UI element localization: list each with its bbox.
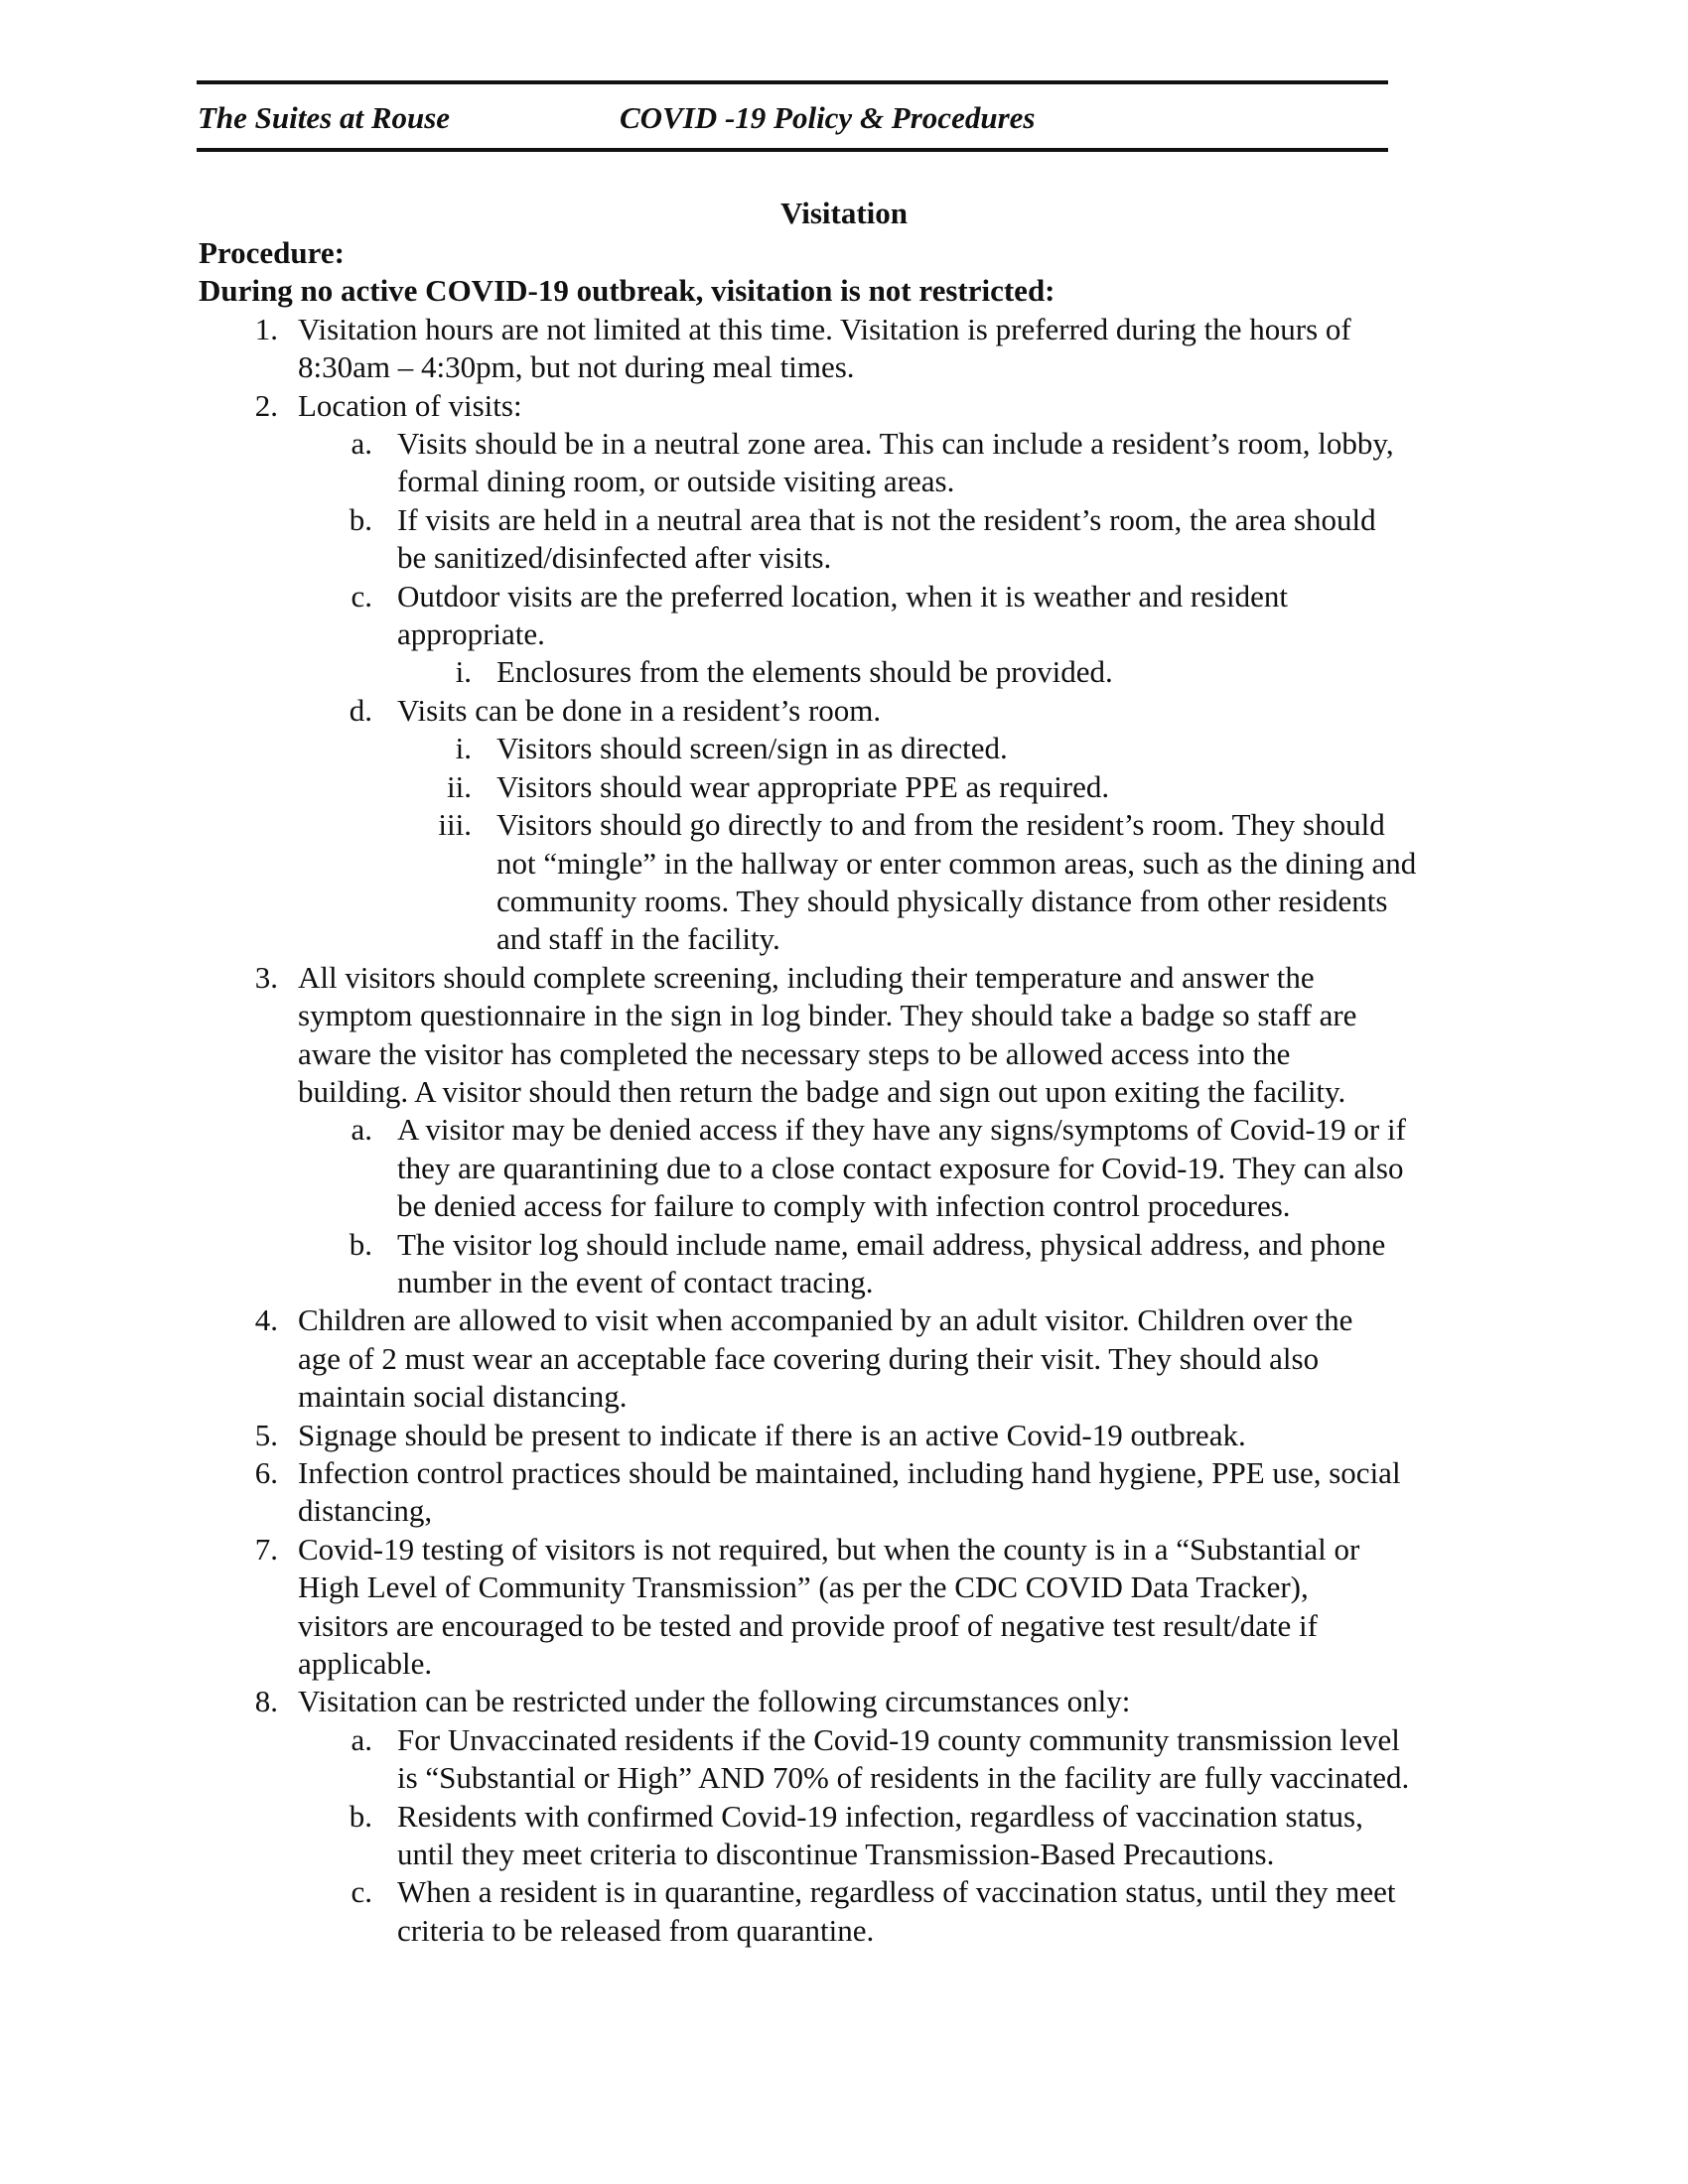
item-marker: 5. xyxy=(254,1417,278,1452)
list-item-2b xyxy=(199,501,1489,578)
list-item-3b xyxy=(199,1226,1489,1302)
item-line: The visitor log should include name, email address, physical address, and phone xyxy=(397,1226,1386,1262)
item-line: until they meet criteria to discontinue Transmission-Based Precautions. xyxy=(397,1837,1275,1872)
item-line: If visits are held in a neutral area that is not the resident’s room, the area should xyxy=(397,501,1376,537)
item-line: When a resident is in quarantine, regardless of vaccination status, until they meet xyxy=(397,1874,1396,1910)
item-marker: b. xyxy=(349,1798,372,1834)
list-item-2d-iii xyxy=(199,806,1489,959)
item-marker: c. xyxy=(351,578,372,614)
item-line: maintain social distancing. xyxy=(298,1379,628,1415)
procedure-label: Procedure: xyxy=(199,235,345,270)
item-marker: iii. xyxy=(438,807,472,843)
item-line: Visits should be in a neutral zone area. This can include a resident’s room, lobby, xyxy=(397,426,1394,462)
item-marker: 7. xyxy=(254,1531,278,1567)
condition-heading: During no active COVID-19 outbreak, visitation is not restricted: xyxy=(199,273,1055,309)
item-marker: 3. xyxy=(254,959,278,995)
list-item-8c xyxy=(199,1873,1489,1950)
item-line: For Unvaccinated residents if the Covid-19 county community transmission level xyxy=(397,1721,1400,1757)
section-title: Visitation xyxy=(779,196,909,230)
item-line: not “mingle” in the hallway or enter common areas, such as the dining and xyxy=(496,845,1417,881)
list-item-2d-ii xyxy=(199,768,1489,806)
item-line: appropriate. xyxy=(397,616,545,652)
list-item-2c xyxy=(199,578,1489,654)
item-line: Visitors should wear appropriate PPE as required. xyxy=(496,768,1110,804)
item-line: Children are allowed to visit when accompanied by an adult visitor. Children over the xyxy=(298,1302,1353,1338)
item-marker: b. xyxy=(349,501,372,537)
item-line: 8:30am – 4:30pm, but not during meal times. xyxy=(298,349,855,385)
header-facility-name: The Suites at Rouse xyxy=(198,100,451,135)
item-line: Visitors should go directly to and from the resident’s room. They should xyxy=(496,807,1385,843)
item-line: symptom questionnaire in the sign in log binder. They should take a badge so staff are xyxy=(298,998,1357,1033)
item-line: Visitation can be restricted under the following circumstances only: xyxy=(298,1684,1131,1719)
item-line: they are quarantining due to a close contact exposure for Covid-19. They can also xyxy=(397,1150,1404,1185)
item-line: Location of visits: xyxy=(298,387,522,423)
item-line: Visitors should screen/sign in as directed. xyxy=(496,731,1008,766)
list-item-2 xyxy=(199,387,1489,425)
item-line: is “Substantial or High” AND 70% of residents in the facility are fully vaccinated. xyxy=(397,1760,1410,1796)
item-line: A visitor may be denied access if they have any signs/symptoms of Covid-19 or if xyxy=(397,1112,1406,1148)
item-line: All visitors should complete screening, including their temperature and answer the xyxy=(298,959,1315,995)
item-line: Visitation hours are not limited at this time. Visitation is preferred during the hours of xyxy=(298,311,1351,346)
item-line: Outdoor visits are the preferred location, when it is weather and resident xyxy=(397,578,1288,614)
list-item-7 xyxy=(199,1531,1489,1684)
list-item-5 xyxy=(199,1417,1489,1454)
item-marker: a. xyxy=(351,1721,372,1757)
item-line: distancing, xyxy=(298,1493,433,1529)
item-line: be denied access for failure to comply with infection control procedures. xyxy=(397,1188,1291,1224)
header-policy-title: COVID -19 Policy & Procedures xyxy=(620,100,1036,135)
item-line: Infection control practices should be maintained, including hand hygiene, PPE use, social xyxy=(298,1455,1401,1490)
item-marker: d. xyxy=(349,692,372,728)
header-top-rule xyxy=(197,80,1388,84)
item-marker: a. xyxy=(351,1112,372,1148)
item-line: building. A visitor should then return the badge and sign out upon exiting the facility. xyxy=(298,1073,1346,1109)
item-line: age of 2 must wear an acceptable face covering during their visit. They should also xyxy=(298,1340,1320,1376)
item-line: applicable. xyxy=(298,1646,433,1682)
item-line: Covid-19 testing of visitors is not required, but when the county is in a “Substantial or xyxy=(298,1531,1360,1567)
item-marker: c. xyxy=(351,1874,372,1910)
item-marker: 8. xyxy=(254,1684,278,1719)
item-line: Residents with confirmed Covid-19 infection, regardless of vaccination status, xyxy=(397,1798,1363,1834)
list-item-2c-i xyxy=(199,653,1489,691)
item-marker: 4. xyxy=(254,1302,278,1338)
item-marker: 1. xyxy=(254,311,278,346)
procedure-body xyxy=(199,234,1489,1950)
item-marker: ii. xyxy=(447,768,472,804)
list-item-2d-i xyxy=(199,730,1489,767)
item-marker: 2. xyxy=(254,387,278,423)
item-line: visitors are encouraged to be tested and provide proof of negative test result/date if xyxy=(298,1607,1318,1643)
header-bottom-rule xyxy=(197,148,1388,152)
list-item-2d xyxy=(199,692,1489,730)
item-line: Signage should be present to indicate if there is an active Covid-19 outbreak. xyxy=(298,1417,1246,1452)
item-line: aware the visitor has completed the necessary steps to be allowed access into the xyxy=(298,1035,1291,1071)
item-line: and staff in the facility. xyxy=(496,921,780,957)
item-marker: a. xyxy=(351,426,372,462)
item-line: formal dining room, or outside visiting areas. xyxy=(397,464,955,499)
list-item-3a xyxy=(199,1111,1489,1225)
list-item-8a xyxy=(199,1721,1489,1798)
item-line: be sanitized/disinfected after visits. xyxy=(397,540,832,576)
list-item-2a xyxy=(199,425,1489,501)
item-marker: i. xyxy=(455,731,472,766)
item-marker: b. xyxy=(349,1226,372,1262)
item-line: Enclosures from the elements should be provided. xyxy=(496,654,1113,690)
list-item-8 xyxy=(199,1683,1489,1720)
item-marker: 6. xyxy=(254,1455,278,1490)
list-item-8b xyxy=(199,1798,1489,1874)
item-line: High Level of Community Transmission” (as per the CDC COVID Data Tracker), xyxy=(298,1570,1309,1605)
list-item-3 xyxy=(199,959,1489,1112)
item-line: criteria to be released from quarantine. xyxy=(397,1912,875,1948)
list-item-1 xyxy=(199,311,1489,387)
item-line: community rooms. They should physically distance from other residents xyxy=(496,883,1388,918)
item-line: number in the event of contact tracing. xyxy=(397,1264,874,1299)
list-item-6 xyxy=(199,1454,1489,1531)
item-line: Visits can be done in a resident’s room. xyxy=(397,692,882,728)
item-marker: i. xyxy=(455,654,472,690)
list-item-4 xyxy=(199,1301,1489,1416)
